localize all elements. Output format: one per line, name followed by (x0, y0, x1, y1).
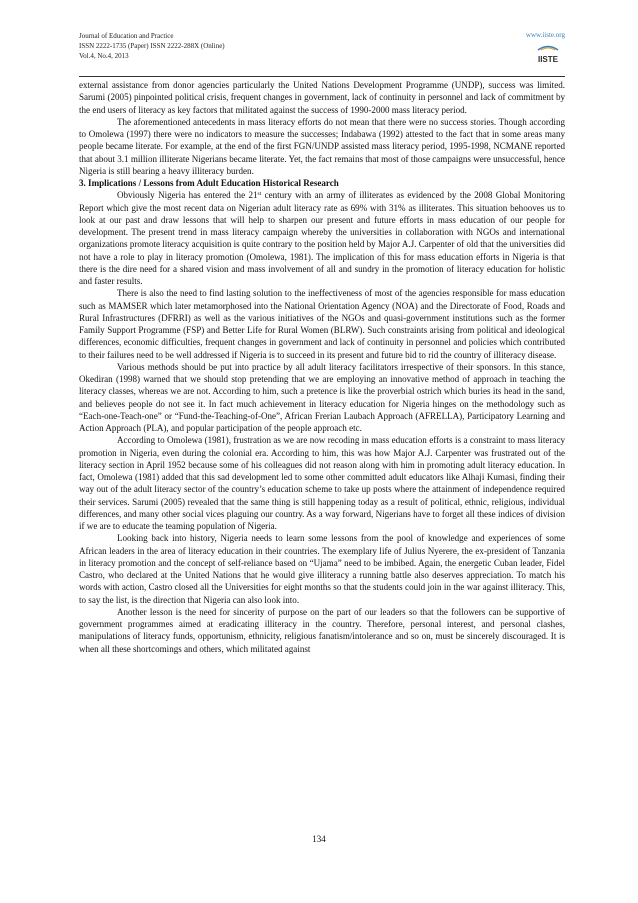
page-number: 134 (312, 834, 326, 844)
volume-line: Vol.4, No.4, 2013 (79, 52, 129, 60)
paragraph-3-start: Obviously Nigeria has entered the 21 (117, 190, 258, 201)
ordinal-superscript: st (257, 191, 262, 198)
paragraph-8: Another lesson is the need for sincerity of purpose on the part of our leaders so that the followers can be supportive of government programmes aimed at eradicating illiteracy in the country. Therefore, personal interest, and personal clashes, manipulations of literacy funds, opportunism, ethnicity, religious fanatism/intolerance and so on, must be sincerely discouraged. It is when all these shortcomings and others, which militated against (79, 606, 565, 654)
svg-text:IISTE: IISTE (537, 55, 559, 64)
paragraph-6: According to Omolewa (1981), frustration as we are now recoding in mass education efforts is a constraint to mass literacy promotion in Nigeria, even during the colonial era. According to him, this was how Major A.J. Carpenter was frustrated out of the literacy section in April 1952 because some of his colleagues did not reason along with him in promoting adult literacy education. In fact, Omolewa (1981) added that this sad development led to some other committed adult educators like Alhaji Kumasi, finding their way out of the adult literacy sector of the country’s education scheme to take up posts where the attainment of independence required their services. Sarumi (2005) revealed that the same thing is still happening today as a result of political, ethnic, religious, individual differences, and many other social vices plaguing our country. As a way forward, Nigerians have to forget all these indices of division if we are to educate the teaming population of Nigeria. (79, 435, 565, 531)
paragraph-5: Various methods should be put into practice by all adult literacy facilitators irrespective of their sponsors. In this stance, Okediran (1998) warned that we should stop pretending that we are employing an innovative method of approach in teaching the literacy classes, whereas we are not. According to him, such a pretence is like the proverbial ostrich which buries its head in the sand, and believes people do not see it. In fact much achievement in literacy education for Nigeria hinges on the methodology such as “Each-one-Teach-one” or “Fund-the-Teaching-of-One”, African Frerian Laubach Approach (AFRELLA), Participatory Learning and Action Approach (PLA), and popular participation of the people approach etc. (79, 361, 565, 433)
issn-line: ISSN 2222-1735 (Paper) ISSN 2222-288X (Online) (79, 42, 225, 50)
paragraph-3 (79, 189, 565, 287)
paragraph-1: external assistance from donor agencies particularly the United Nations Development Programme (UNDP), success was limited. Sarumi (2005) pinpointed political crisis, frequent changes in government, lack of continuity in personnel and lack of commitment by the end users of literacy as key factors that militated against the success of 1990-2000 mass literacy period. (79, 80, 565, 115)
paragraph-7: Looking back into history, Nigeria needs to learn some lessons from the pool of knowledge and experiences of some African leaders in the area of literacy education in their countries. The exemplary life of Julius Nyerere, the ex-president of Tanzania in literacy promotion and the concept of self-reliance based on “Ujama” need to be imbibed. Again, the energetic Cuban leader, Fidel Castro, who declared at the United Nations that he would give illiteracy a running battle also deserves appreciation. To match his words with action, Castro closed all the Universities for eight months so that the students could join in the war against illiteracy. This, to say the list, is the direction that Nigeria can also look into. (79, 533, 565, 605)
article-body (79, 79, 565, 655)
journal-url-link[interactable]: www.iiste.org (525, 31, 565, 39)
header-divider (79, 76, 565, 77)
section-heading: 3. Implications / Lessons from Adult Education Historical Research (79, 178, 339, 188)
paragraph-4: There is also the need to find lasting solution to the ineffectiveness of most of the agencies responsible for mass education such as MAMSER which later metamorphosed into the National Orientation Agency (NOA) and the Directorate of Food, Roads and Rural Infrastructures (DFRRI) as well as the various initiatives of the NGOs and quasi-government institutions such as the former Family Support Programme (FSP) and Better Life for Rural Women (BLRW). Such constraints arising from political and ideological differences, economic difficulties, frequent changes in government and lack of continuity in personnel and policies which contributed to their failures need to be well addressed if Nigeria is to succeed in its present and future bid to rid the country of illiteracy disease. (79, 288, 565, 360)
paragraph-2: The aforementioned antecedents in mass literacy efforts do not mean that there were no success stories. Though according to Omolewa (1997) there were no indicators to measure the successes; Indabawa (1992) attested to the fact that in some areas many people became literate. For example, at the end of the first FGN/UNDP assisted mass literacy period, 1995-1998, NCMANE reported that about 3.1 million illiterate Nigerians became literate. Yet, the fact remains that most of those campaigns were unsuccessful, hence Nigeria is still bearing a heavy illiteracy burden. (79, 116, 565, 176)
journal-title: Journal of Education and Practice (79, 32, 174, 40)
page-header (79, 31, 565, 75)
paragraph-3-rest: century with an army of illiterates as evidenced by the 2008 Global Monitoring Report which give the most recent data on Nigerian adult literacy rate as 69% with 31% as illiterates. This situation behooves us to look at our past and draw lessons that will help to sharpen our present and future efforts in mass education of our people for development. The present trend in mass literacy campaign whereby the universities in collaboration with NGOs and international organizations promote literacy acquisition is quite contrary to the position held by Major A.J. Carpenter of old that the universities did not have a role to play in literacy promotion (Omolewa, 1981). The implication of this for mass education efforts in Nigeria is that there is the dire need for a shared vision and mass involvement of all and sundry in the promotion of literacy education for holistic and faster results. (79, 190, 565, 286)
iiste-logo (535, 44, 561, 66)
